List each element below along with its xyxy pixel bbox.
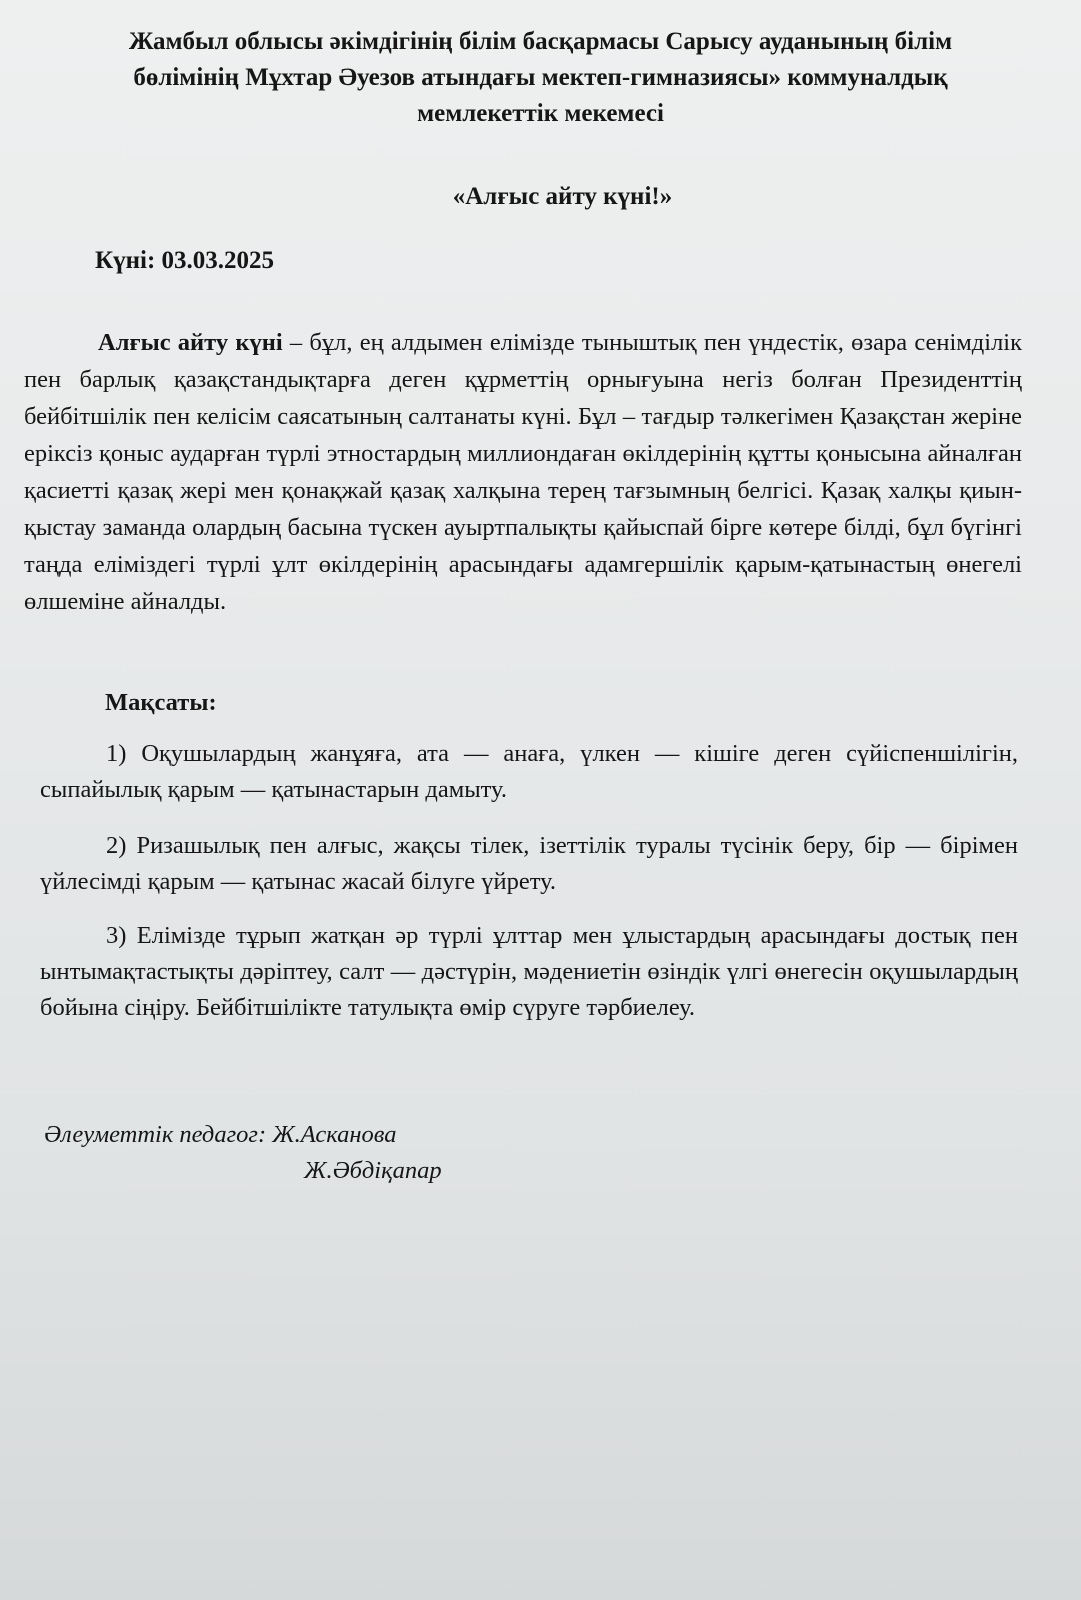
document-title: «Алғыс айту күні!» xyxy=(452,183,673,210)
organization-header xyxy=(30,24,1051,132)
intro-paragraph xyxy=(24,324,1022,620)
goal-item-2: 2) Ризашылық пен алғыс, жақсы тілек, ізеттілік туралы түсінік беру, бір — бірімен үйлесімді қарым — қатынас жасай білуге үйрету. xyxy=(40,832,1018,895)
goal-item-1: 1) Оқушылардың жанұяға, ата — анаға, үлкен — кішіге деген сүйіспеншілігін, сыпайылық қарым — қатынастарын дамыту. xyxy=(40,740,1018,803)
goals-heading: Мақсаты: xyxy=(105,689,217,716)
document-date: Күні: 03.03.2025 xyxy=(95,247,275,274)
signature-line-1: Әлеуметтік педагог: Ж.Асканова xyxy=(44,1121,397,1148)
intro-text: – бұл, ең алдымен елімізде тыныштық пен үндестік, өзара сенімділік пен барлық қазақстандықтарға деген құрметтің орнығуына негіз болған Президенттің бейбітшілік пен келісім саясатының салтанаты күні. Бұл – тағдыр тәлкегімен Қазақстан жеріне еріксіз қоныс аударған түрлі этностардың миллиондаған өкілдерінің құтты қонысына айналған қасиетті қазақ жері мен қонақжай қазақ халқына терең тағзымның белгісі. Қазақ халқы қиын-қыстау заманда олардың басына түскен ауыртпалықты қайыспай бірге көтере білді, бұл бүгінгі таңда еліміздегі түрлі ұлт өкілдерінің арасындағы адамгершілік қарым-қатынастың өнегелі өлшеміне айналды. xyxy=(24,329,1022,615)
header-line-1: Жамбыл облысы әкімдігінің білім басқармасы Сарысу ауданының білім xyxy=(128,28,953,55)
signature-line-2: Ж.Әбдіқапар xyxy=(304,1157,442,1184)
header-line-2: бөлімінің Мұхтар Әуезов атындағы мектеп-гимназиясы» коммуналдық xyxy=(133,64,948,91)
intro-lead-term: Алғыс айту күні xyxy=(98,329,283,356)
header-line-3: мемлекеттік мекемесі xyxy=(417,100,664,127)
goal-item-3: 3) Елімізде тұрып жатқан әр түрлі ұлттар мен ұлыстардың арасындағы достық пен ынтымақтастықты дәріптеу, салт — дәстүрін, мәдениетін өзіндік үлгі өнегесін оқушылардың бойына сіңіру. Бейбітшілікте татулықта өмір сүруге тәрбиелеу. xyxy=(40,922,1018,1021)
